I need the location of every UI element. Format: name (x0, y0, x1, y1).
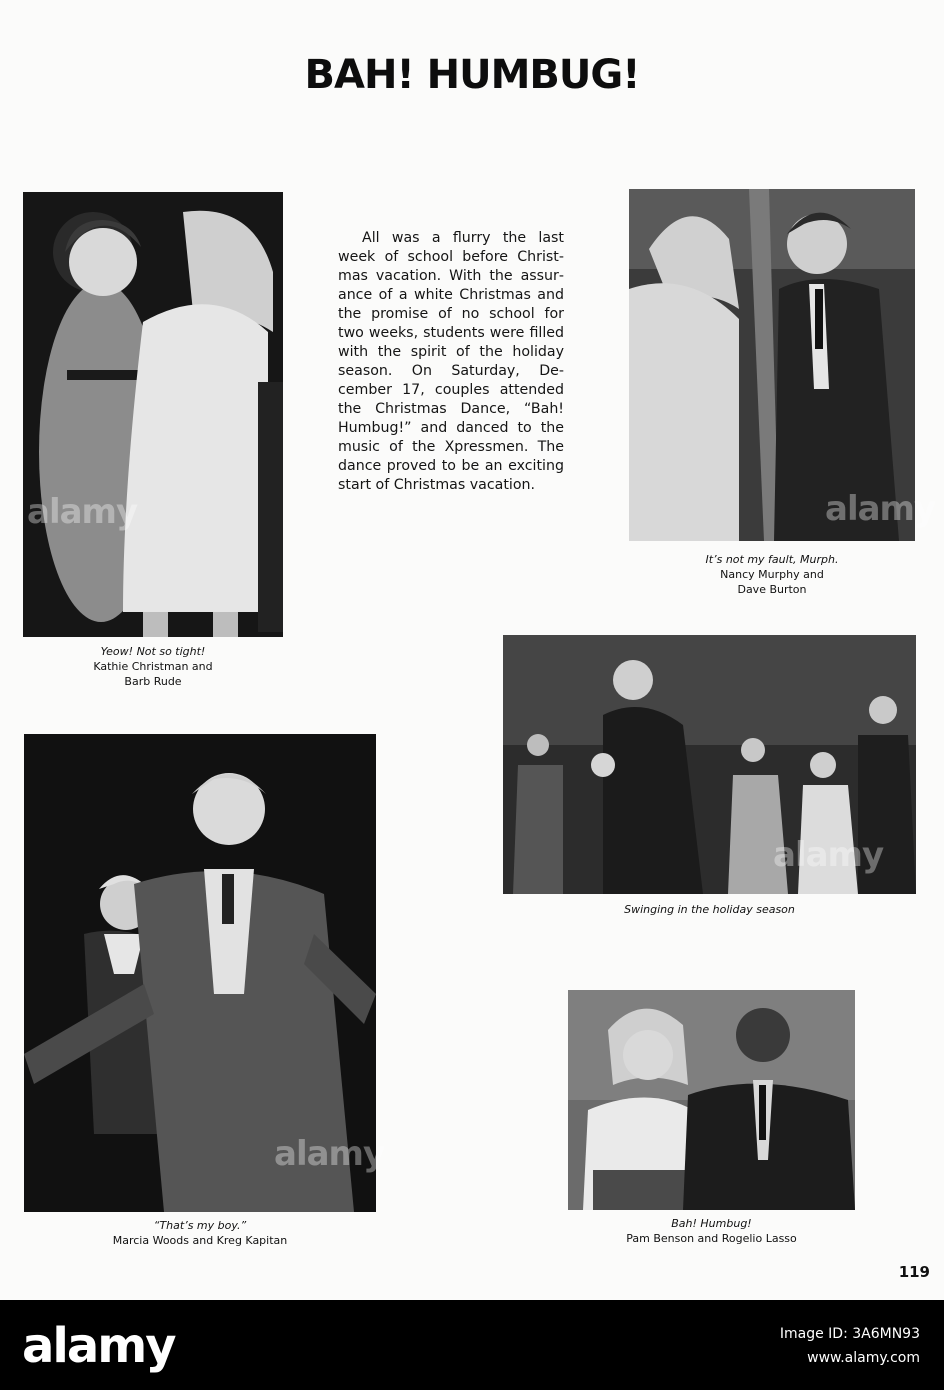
photo-swinging (503, 635, 916, 894)
watermark-text: alamy (27, 492, 138, 532)
caption-quote: Yeow! Not so tight! (100, 645, 206, 658)
caption-nancy-dave (629, 552, 915, 597)
caption-names-line2: Barb Rude (124, 675, 182, 688)
article-body: All was a flurry the last week of school before Christmas vacation. With the assurance of a white Christmas and the promise of no school for two weeks, students were filled with the spirit of the holiday season. On Saturday, December 17, couples attended the Christmas Dance, “Bah! Humbug!” and danced to the music of the Xpressmen. The dance proved to be an exciting start of Christmas vacation. (338, 230, 564, 493)
page-title: BAH! HUMBUG! (304, 52, 640, 98)
caption-kathie-barb (23, 644, 283, 689)
stock-footer-bar (0, 1300, 944, 1390)
caption-pam-rogelio (568, 1216, 855, 1246)
watermark-text: alamy (274, 1134, 385, 1174)
caption-names-line1: Marcia Woods and Kreg Kapitan (112, 1234, 288, 1247)
photo-pam-rogelio (568, 990, 855, 1210)
footer-info (780, 1322, 920, 1370)
caption-names-line1: Kathie Christman and (93, 660, 213, 673)
caption-swinging (503, 902, 916, 917)
image-id-text: Image ID: 3A6MN93 (779, 1326, 920, 1342)
caption-quote: It’s not my fault, Murph. (705, 553, 839, 566)
photo-nancy-dave (629, 189, 936, 541)
photo-marcia-kreg (24, 734, 385, 1212)
site-url-text: www.alamy.com (807, 1350, 920, 1366)
watermark-text: alamy (773, 835, 884, 875)
caption-quote: Swinging in the holiday season (624, 903, 795, 916)
watermark-text: alamy (825, 489, 936, 529)
caption-names-line1: Pam Benson and Rogelio Lasso (626, 1232, 797, 1245)
caption-quote: Bah! Humbug! (671, 1217, 752, 1230)
caption-names-line1: Nancy Murphy and (720, 568, 824, 581)
alamy-logo: alamy (22, 1318, 175, 1374)
caption-names-line2: Dave Burton (737, 583, 807, 596)
caption-marcia-kreg (24, 1218, 376, 1248)
caption-quote: “That’s my boy.” (153, 1219, 247, 1232)
page-number: 119 (898, 1263, 930, 1281)
photo-kathie-barb (23, 192, 283, 637)
